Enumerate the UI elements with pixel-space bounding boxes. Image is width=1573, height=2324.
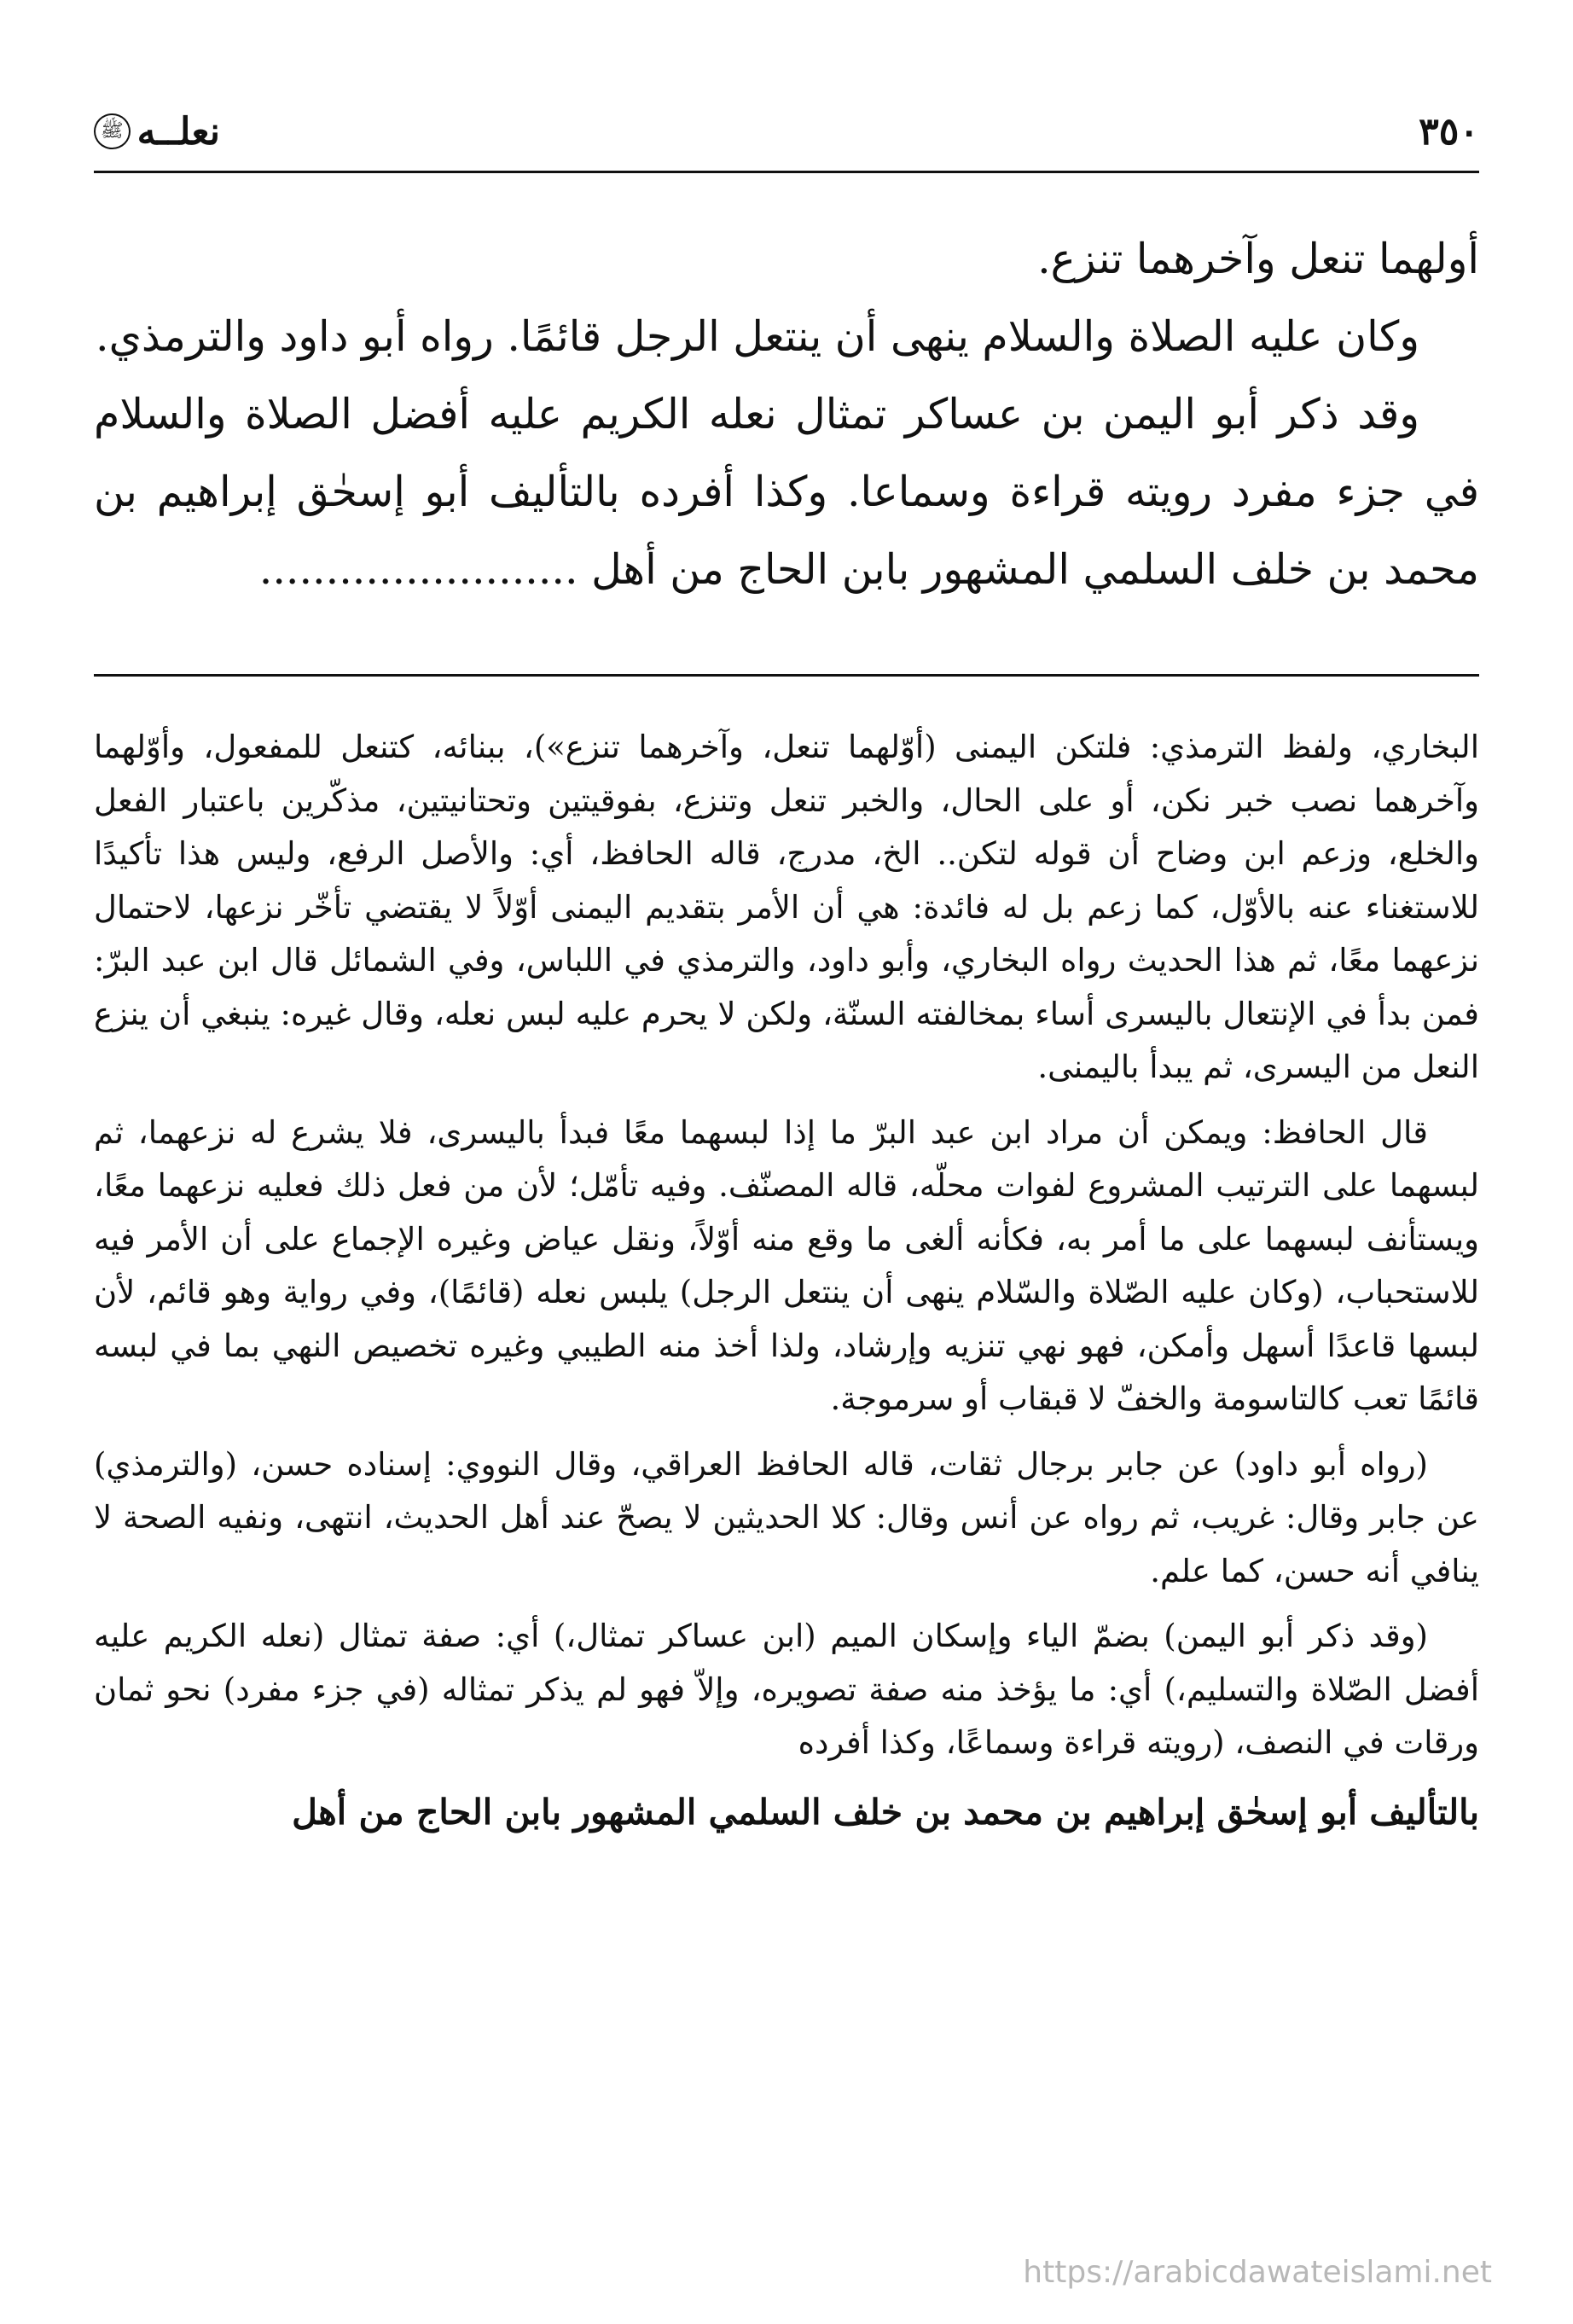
main-paragraph-1: أولهما تنعل وآخرهما تنزع. bbox=[1037, 235, 1479, 283]
header-rule bbox=[94, 171, 1479, 173]
watermark-url: https://arabicdawateislami.net bbox=[1023, 2255, 1492, 2290]
continuation-dots: ........................ bbox=[258, 545, 578, 594]
commentary-paragraph-2: قال الحافظ: ويمكن أن مراد ابن عبد البرّ ما إذا لبسهما معًا فبدأ باليسرى، فلا يشرع له نزعهما، ثم لبسهما على الترتيب المشروع لفوات محلّه، قاله المصنّف. وفيه تأمّل؛ لأن من فعل ذلك فعليه نزعهما معًا، ويستأنف لبسهما على ما أمر به، فكأنه ألغى ما وقع منه أوّلاً، ونقل عياض وغيره الإجماع على أن الأمر فيه للاستحباب، (وكان عليه الصّلاة والسّلام ينهى أن ينتعل الرجل) يلبس نعله (قائمًا)، وفي رواية وهو قائم، لأن لبسها قاعدًا أسهل وأمكن، فهو نهي تنزيه وإرشاد، ولذا أخذ منه الطيبي وغيره تخصيص النهي بما في لبسه قائمًا تعب كالتاسومة والخفّ لا قبقاب أو سرموجة. bbox=[94, 1113, 1479, 1417]
main-paragraph-2: وكان عليه الصلاة والسلام ينهى أن ينتعل الرجل قائمًا. رواه أبو داود والترمذي. bbox=[96, 312, 1419, 361]
commentary-paragraph-1: البخاري، ولفظ الترمذي: فلتكن اليمنى (أوّلهما تنعل، وآخرهما تنزع»)، ببنائه، كتنعل للمفعول، وأوّلهما وآخرهما نصب خبر نكن، أو على الحال، والخبر تنعل وتنزع، بفوقيتين وتحتانيتين، مذكّرين باعتبار الفعل والخلع، وزعم ابن وضاح أن قوله لتكن.. الخ، مدرج، قاله الحافظ، أي: والأصل الرفع، وليس هذا تأكيدًا للاستغناء عنه بالأوّل، كما زعم بل له فائدة: هي أن الأمر بتقديم اليمنى أوّلاً لا يقتضي تأخّر نزعها، لاحتمال نزعهما معًا، ثم هذا الحديث رواه البخاري، وأبو داود، والترمذي في اللباس، وفي الشمائل قال ابن عبد البرّ: فمن بدأ في الإنتعال باليسرى أساء بمخالفته السنّة، ولكن لا يحرم عليه لبس نعله، وقال غيره: ينبغي أن ينزع النعل من اليسرى، ثم يبدأ باليمنى. bbox=[94, 729, 1479, 1085]
page-header bbox=[94, 101, 1479, 162]
running-title bbox=[94, 110, 220, 154]
main-text bbox=[94, 220, 1479, 608]
running-title-text: نعلــه bbox=[136, 109, 220, 154]
commentary-paragraph-5: بالتأليف أبو إسحٰق إبراهيم بن محمد بن خلف السلمي المشهور بابن الحاج من أهل bbox=[292, 1791, 1479, 1833]
main-paragraph-3-text: وقد ذكر أبو اليمن بن عساكر تمثال نعله الكريم عليه أفضل الصلاة والسلام في جزء مفرد رويته قراءة وسماعا. وكذا أفرده بالتأليف أبو إسحٰق إبراهيم بن محمد بن خلف السلمي المشهور بابن الحاج من أهل bbox=[94, 390, 1479, 594]
main-paragraph-3 bbox=[94, 375, 1479, 608]
commentary-paragraph-3: (رواه أبو داود) عن جابر برجال ثقات، قاله الحافظ العراقي، وقال النووي: إسناده حسن، (والترمذي) عن جابر وقال: غريب، ثم رواه عن أنس وقال: كلا الحديثين لا يصحّ عند أهل الحديث، انتهى، ونفيه الصحة لا ينافي أنه حسن، كما علم. bbox=[94, 1445, 1479, 1589]
salawat-glyph: ﷺ bbox=[94, 113, 131, 149]
footnote-rule bbox=[94, 674, 1479, 677]
page-number: ٣٥٠ bbox=[1419, 109, 1479, 154]
commentary-paragraph-4: (وقد ذكر أبو اليمن) بضمّ الياء وإسكان الميم (ابن عساكر تمثال،) أي: صفة تمثال (نعله الكريم عليه أفضل الصّلاة والتسليم،) أي: ما يؤخذ منه صفة تصويره، وإلاّ فهو لم يذكر تمثاله (في جزء مفرد) نحو ثمان ورقات في النصف، (رويته قراءة وسماعًا، وكذا أفرده bbox=[94, 1618, 1479, 1761]
commentary bbox=[94, 721, 1479, 1854]
